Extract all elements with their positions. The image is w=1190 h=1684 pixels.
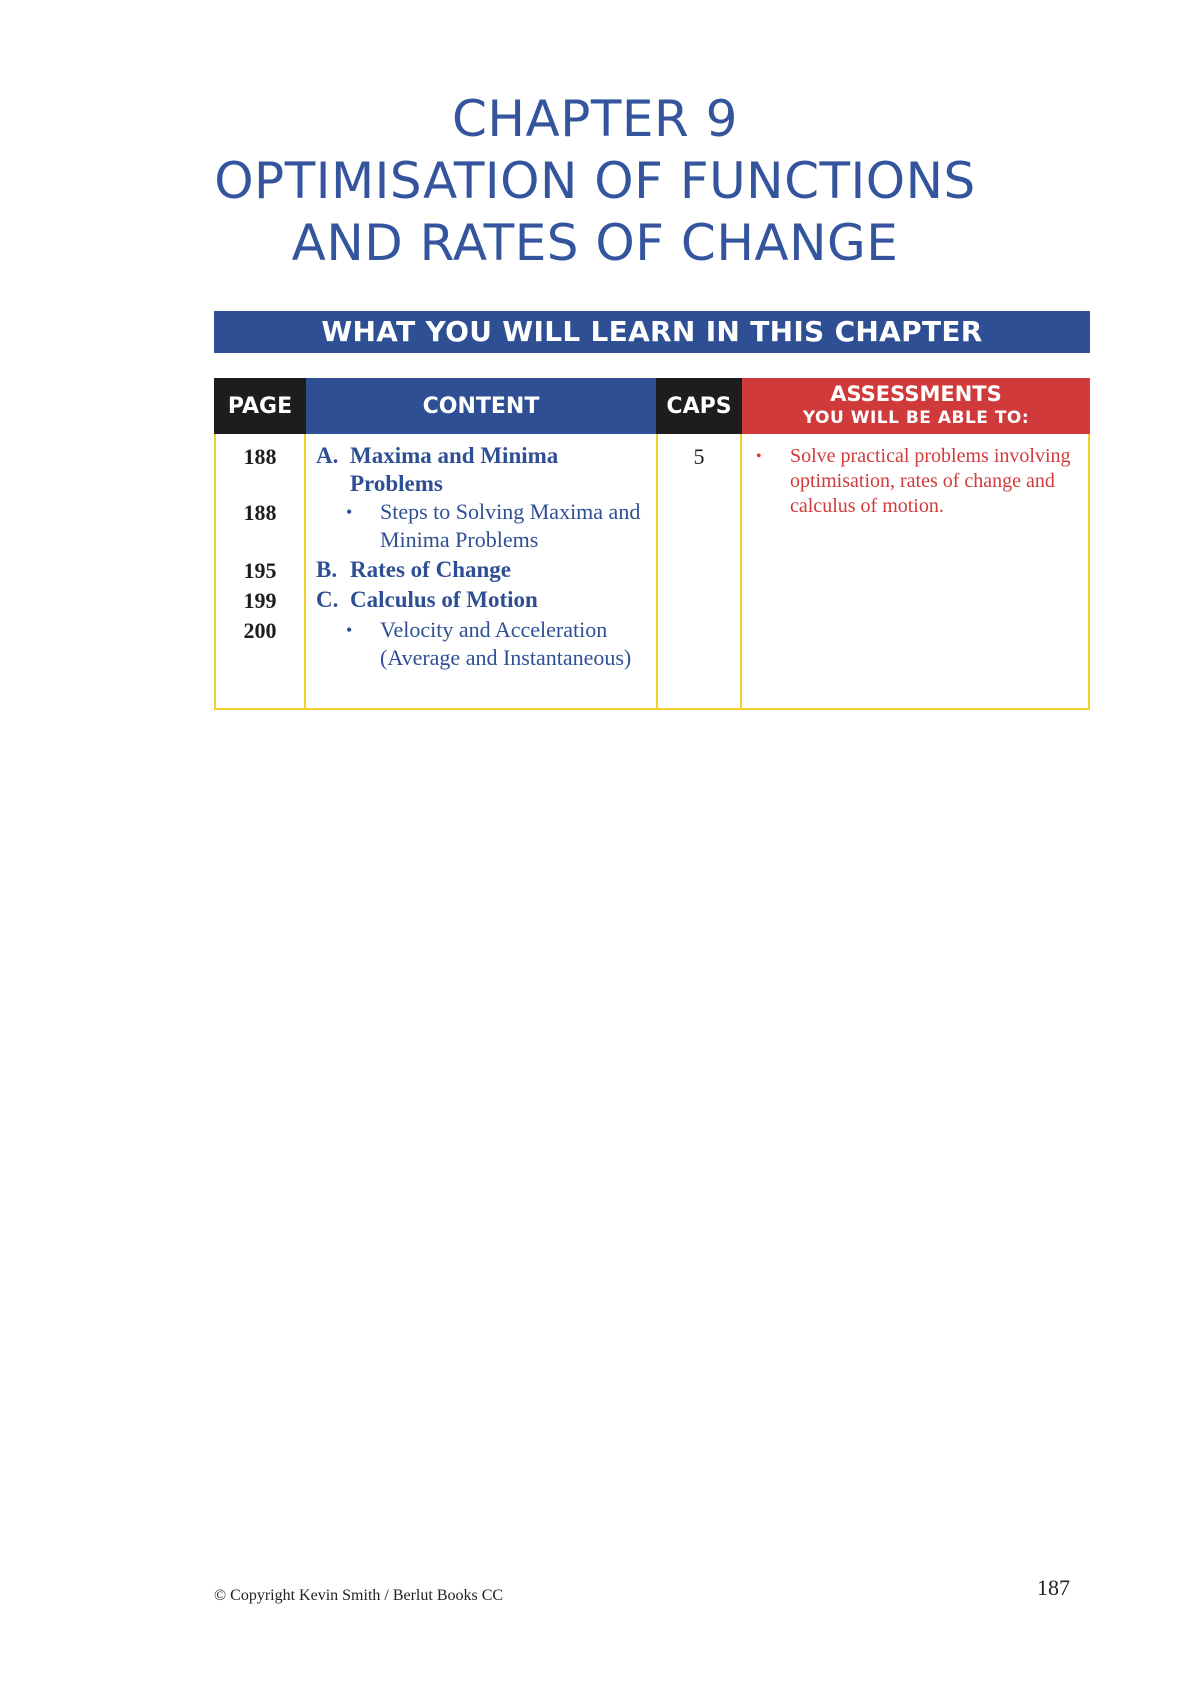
header-page: PAGE <box>214 378 306 434</box>
page-number-entry: 195 <box>243 558 277 583</box>
section-letter: B. <box>316 557 338 582</box>
section-title: Rates of Change <box>350 557 511 582</box>
content-column <box>306 434 656 710</box>
learning-banner: WHAT YOU WILL LEARN IN THIS CHAPTER <box>214 311 1090 353</box>
page-number-entry: 199 <box>243 588 277 613</box>
chapter-title-line-1: OPTIMISATION OF FUNCTIONS <box>214 152 976 210</box>
subtopic-velocity <box>346 616 646 672</box>
assessment-text: Solve practical problems involving optimisation, rates of change and calculus of motion. <box>790 445 1071 517</box>
header-content: CONTENT <box>306 378 656 434</box>
page-number-entry: 188 <box>243 444 277 469</box>
section-a <box>316 442 646 498</box>
copyright-notice: © Copyright Kevin Smith / Berlut Books CC <box>214 1587 504 1604</box>
section-c <box>316 586 646 614</box>
chapter-title-line-2: AND RATES OF CHANGE <box>291 214 899 272</box>
caps-value: 5 <box>693 444 705 469</box>
assessments-column <box>742 434 1090 710</box>
chapter-heading <box>0 88 1190 274</box>
page-number-entry: 200 <box>243 618 277 643</box>
page-column <box>214 434 306 710</box>
header-assessments-title: ASSESSMENTS <box>830 382 1002 406</box>
bullet-icon: • <box>346 502 353 522</box>
section-b <box>316 556 646 584</box>
header-caps: CAPS <box>656 378 742 434</box>
page-number: 187 <box>1037 1575 1070 1600</box>
bullet-icon: • <box>346 620 353 640</box>
subtopic-title: Steps to Solving Maxima and Minima Problems <box>380 499 641 552</box>
subtopic-title: Velocity and Acceleration (Average and Instantaneous) <box>380 617 632 670</box>
chapter-contents-table <box>214 378 1090 712</box>
subtopic-steps <box>346 498 646 554</box>
caps-column <box>656 434 742 710</box>
assessment-item <box>756 444 1076 519</box>
section-letter: C. <box>316 587 339 612</box>
section-title: Calculus of Motion <box>350 587 538 612</box>
header-assessments-subtitle: YOU WILL BE ABLE TO: <box>802 408 1030 428</box>
header-assessments <box>742 378 1090 434</box>
page-number-entry: 188 <box>243 500 277 525</box>
section-letter: A. <box>316 443 339 468</box>
chapter-number: CHAPTER 9 <box>452 90 738 148</box>
section-title: Maxima and Minima Problems <box>350 443 559 496</box>
bullet-icon: • <box>756 448 762 465</box>
